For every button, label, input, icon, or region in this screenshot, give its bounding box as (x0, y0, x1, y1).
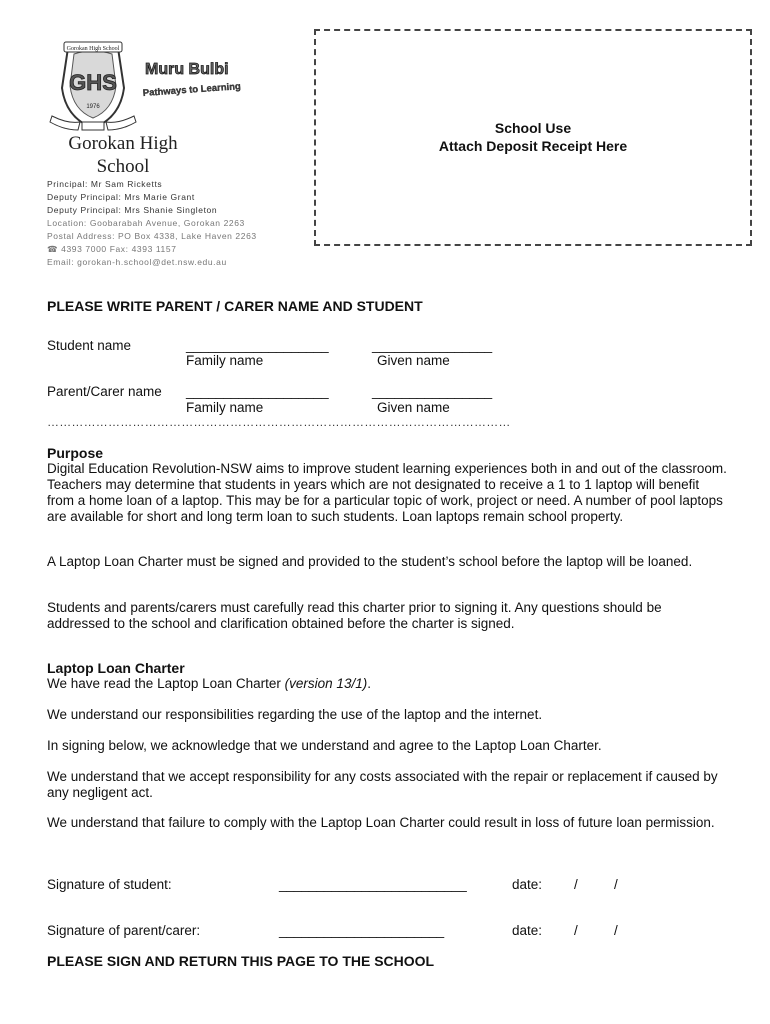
charter-read-statement (47, 676, 727, 692)
purpose-heading: Purpose (47, 445, 104, 461)
logo-year: 1976 (86, 104, 100, 110)
return-instruction: PLEASE SIGN AND RETURN THIS PAGE TO THE SCHOOL (47, 953, 435, 969)
parent-date-slash-1: / (574, 923, 578, 938)
logo-initials: GHS (69, 70, 117, 95)
section-separator: …………………………………………………………………………………………………… (47, 415, 511, 429)
receipt-box-title: School Use (494, 120, 572, 136)
parent-family-name-field[interactable]: ___________________ (186, 384, 329, 399)
purpose-paragraph-3: Students and parents/carers must carefully read this charter prior to signing it. Any questions should be addressed to the school and clarification obtained before the charter is signed. (47, 600, 662, 631)
student-signature-label: Signature of student: (47, 877, 172, 892)
student-given-name-field[interactable]: ________________ (372, 338, 493, 353)
parent-date-label: date: (512, 923, 543, 938)
email-line: Email: gorokan-h.school@det.nsw.edu.au (47, 257, 227, 267)
student-signature-field[interactable]: _________________________ (279, 877, 467, 892)
logo-brand-tagline: Pathways to Learning (142, 81, 242, 99)
student-given-name-caption: Given name (377, 353, 450, 368)
student-date-slash-2: / (614, 877, 618, 892)
logo-brand-title: Muru Bulbi (145, 61, 229, 78)
school-contact-block (47, 178, 257, 269)
postal-address-line: Postal Address: PO Box 4338, Lake Haven 2263 (47, 231, 257, 241)
charter-read-suffix: . (367, 676, 371, 691)
parent-date-slash-2: / (614, 923, 618, 938)
parent-signature-field[interactable]: ______________________ (279, 923, 445, 938)
student-name-label: Student name (47, 338, 132, 353)
charter-statement-1: We understand our responsibilities regarding the use of the laptop and the internet. (47, 707, 543, 722)
charter-statement-3: We understand that we accept responsibility for any costs associated with the repair or replacement if caused by any negligent act. (47, 769, 718, 800)
student-date-label: date: (512, 877, 543, 892)
logo-motto: Gorokan High School (66, 46, 120, 52)
purpose-paragraph-2: A Laptop Loan Charter must be signed and provided to the student’s school before the laptop will be loaned. (47, 554, 693, 569)
parent-signature-label: Signature of parent/carer: (47, 923, 201, 938)
deputy-principal-1: Deputy Principal: Mrs Marie Grant (47, 192, 195, 202)
deposit-receipt-box (314, 29, 752, 246)
charter-version: (version 13/1) (284, 676, 368, 691)
school-name (48, 132, 198, 178)
names-section-heading: PLEASE WRITE PARENT / CARER NAME AND STUDENT (47, 298, 423, 314)
purpose-paragraph-1: Digital Education Revolution-NSW aims to improve student learning experiences both in and out of the classroom. Teachers may determine that students in years which are not designated to receive a 1 to 1 laptop will benefit from a home loan of a laptop. This may be for a particular topic of work, project or need. A number of pool laptops are available for short and long term loan to such students. Loan laptops remain school property. (47, 461, 727, 524)
receipt-box-instruction: Attach Deposit Receipt Here (438, 138, 628, 154)
parent-name-label: Parent/Carer name (47, 384, 162, 399)
principal-line: Principal: Mr Sam Ricketts (47, 179, 163, 189)
location-line: Location: Goobarabah Avenue, Gorokan 2263 (47, 218, 245, 228)
charter-statement-4: We understand that failure to comply with the Laptop Loan Charter could result in loss of future loan permission. (47, 815, 715, 830)
student-date-slash-1: / (574, 877, 578, 892)
charter-read-prefix: We have read the Laptop Loan Charter (47, 676, 285, 691)
charter-statement-2: In signing below, we acknowledge that we understand and agree to the Laptop Loan Charter. (47, 738, 602, 753)
school-name-line1: Gorokan High (68, 133, 178, 154)
phone-fax-line: ☎ 4393 7000 Fax: 4393 1157 (47, 244, 177, 254)
school-name-line2: School (96, 156, 150, 177)
parent-given-name-field[interactable]: ________________ (372, 384, 493, 399)
student-family-name-field[interactable]: ___________________ (186, 338, 329, 353)
deputy-principal-2: Deputy Principal: Mrs Shanie Singleton (47, 205, 218, 215)
parent-given-name-caption: Given name (377, 400, 450, 415)
charter-heading: Laptop Loan Charter (47, 660, 185, 676)
parent-family-name-caption: Family name (186, 400, 264, 415)
school-logo (48, 38, 242, 133)
student-family-name-caption: Family name (186, 353, 264, 368)
